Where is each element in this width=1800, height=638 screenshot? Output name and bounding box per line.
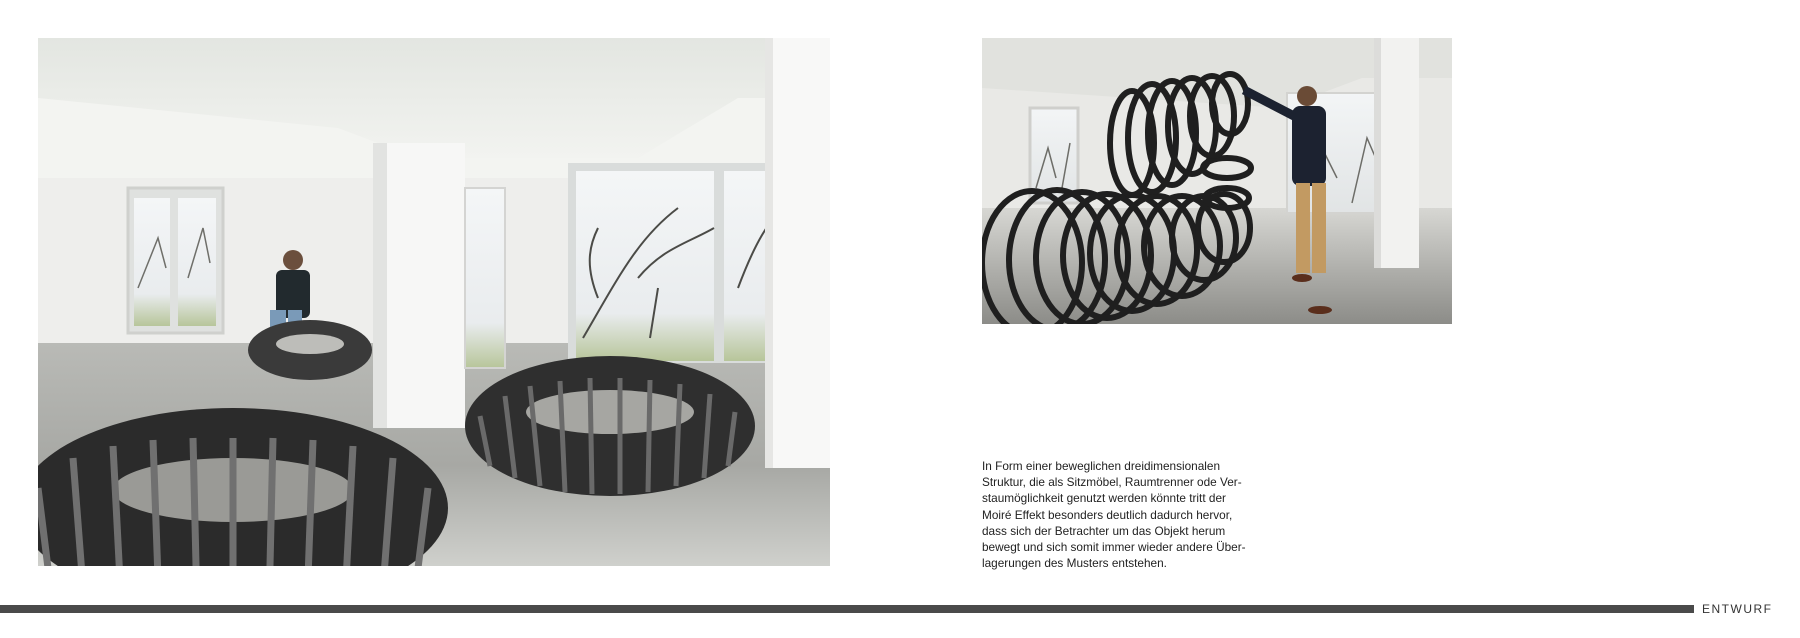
room-photo-seating-objects — [38, 38, 830, 566]
section-label: ENTWURF — [1702, 602, 1773, 616]
room-photo-spiral-structure — [982, 38, 1452, 324]
description-paragraph: In Form einer beweglichen dreidimensionalen Struktur, die als Sitzmöbel, Raumtrenner ode Ver- staumöglichkeit genutzt werden könnte tritt der Moiré Effekt besonders deutlich dadurch hervor, dass sich der Betrachter um das Objekt herum bewegt und sich somit immer wieder andere Über- lagerungen des Musters entstehen. — [982, 459, 1246, 571]
footer-divider-bar — [0, 605, 1694, 613]
